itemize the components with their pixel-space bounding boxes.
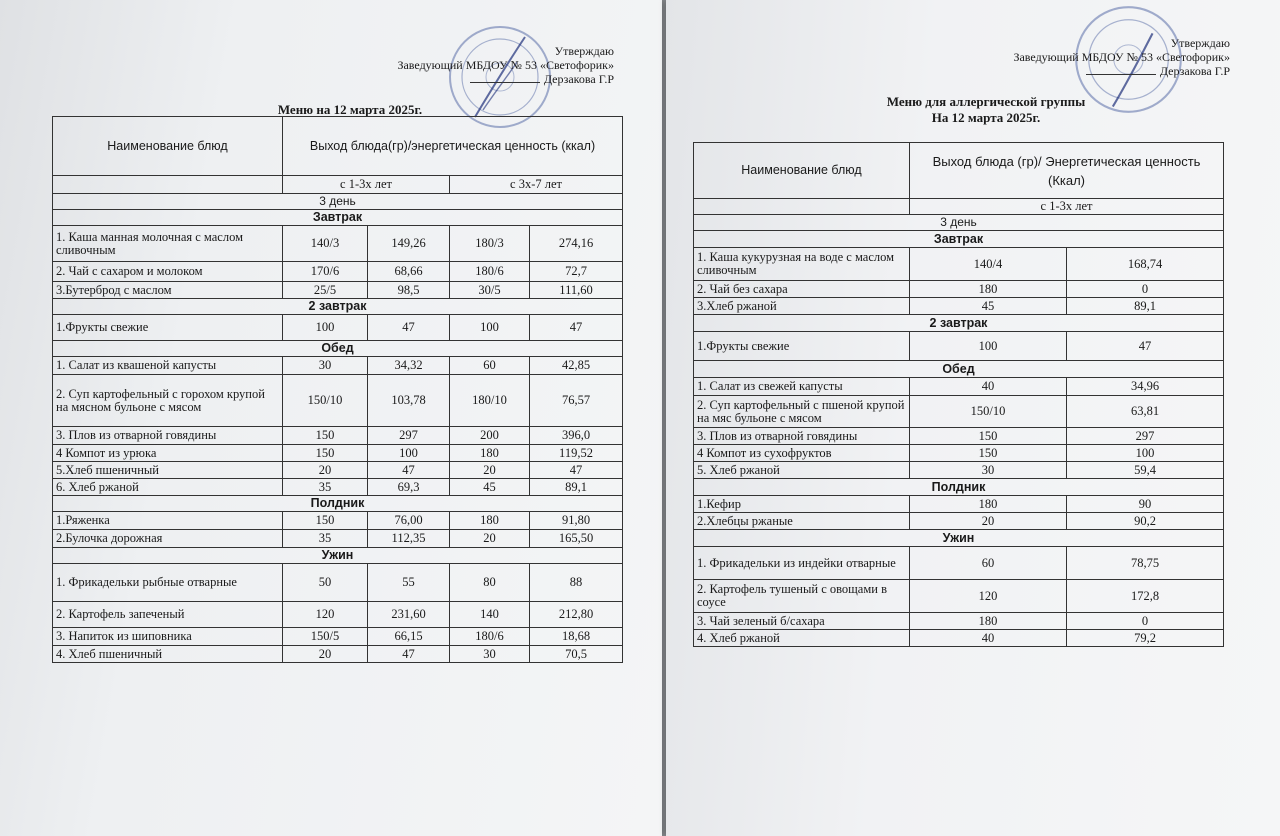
meal-section-row: [694, 315, 1224, 332]
energy-value: 34,96: [1067, 378, 1224, 396]
portion-value: 150: [283, 512, 368, 530]
portion-value: 180: [450, 512, 530, 530]
energy-value: 70,5: [530, 646, 623, 663]
energy-value: 90: [1067, 496, 1224, 513]
meal-section-title: 2 завтрак: [53, 299, 623, 315]
portion-value: 80: [450, 564, 530, 602]
energy-value: 98,5: [368, 282, 450, 299]
dish-row: [694, 298, 1224, 315]
menu-title-line-1: Меню для аллергической группы: [886, 94, 1086, 109]
dish-name: 2. Суп картофельный с пшеной крупой на мяс бульоне с мясом: [694, 396, 910, 428]
energy-value: 149,26: [368, 226, 450, 262]
meal-section-row: [53, 496, 623, 512]
dish-name: 3. Напиток из шиповника: [53, 628, 283, 646]
energy-value: 89,1: [530, 479, 623, 496]
portion-value: 170/6: [283, 262, 368, 282]
dish-name: 4. Хлеб ржаной: [694, 630, 910, 647]
dish-name: 3.Бутерброд с маслом: [53, 282, 283, 299]
age-group-row: [53, 176, 623, 194]
meal-section-row: [53, 299, 623, 315]
portion-value: 150: [910, 428, 1067, 445]
dish-name: 5. Хлеб ржаной: [694, 462, 910, 479]
menu-table: [52, 116, 623, 663]
dish-row: [53, 315, 623, 341]
approval-line-2: Заведующий МБДОУ № 53 «Светофорик»: [397, 58, 614, 72]
portion-value: 50: [283, 564, 368, 602]
dish-name: 2. Суп картофельный с горохом крупой на мясном бульоне с мясом: [53, 375, 283, 427]
meal-section-title: Полдник: [53, 496, 623, 512]
meal-section-title: 2 завтрак: [694, 315, 1224, 332]
meal-section-title: Обед: [694, 361, 1224, 378]
dish-name: 2.Булочка дорожная: [53, 530, 283, 548]
energy-value: 231,60: [368, 602, 450, 628]
dish-name: 6. Хлеб ржаной: [53, 479, 283, 496]
energy-value: 79,2: [1067, 630, 1224, 647]
portion-value: 150/10: [283, 375, 368, 427]
portion-value: 30/5: [450, 282, 530, 299]
dish-name: 1. Каша кукурузная на воде с маслом сливочным: [694, 248, 910, 281]
dish-name: 4. Хлеб пшеничный: [53, 646, 283, 663]
portion-value: 180/6: [450, 628, 530, 646]
meal-section-title: Обед: [53, 341, 623, 357]
dish-name: 3. Чай зеленый б/сахара: [694, 613, 910, 630]
age-group-row: [694, 199, 1224, 215]
dish-row: [694, 547, 1224, 580]
energy-value: 111,60: [530, 282, 623, 299]
portion-value: 180: [910, 613, 1067, 630]
portion-value: 45: [910, 298, 1067, 315]
column-header-name: Наименование блюд: [694, 143, 910, 199]
dish-row: [694, 428, 1224, 445]
table-header-row: [694, 143, 1224, 199]
energy-value: 172,8: [1067, 580, 1224, 613]
dish-row: [694, 332, 1224, 361]
meal-section-row: [53, 548, 623, 564]
energy-value: 168,74: [1067, 248, 1224, 281]
portion-value: 35: [283, 530, 368, 548]
dish-row: [694, 613, 1224, 630]
energy-value: 165,50: [530, 530, 623, 548]
dish-row: [53, 226, 623, 262]
portion-value: 30: [283, 357, 368, 375]
energy-value: 396,0: [530, 427, 623, 445]
portion-value: 180/10: [450, 375, 530, 427]
approval-block: [1013, 36, 1230, 78]
energy-value: 88: [530, 564, 623, 602]
dish-name: 2. Чай с сахаром и молоком: [53, 262, 283, 282]
dish-name: 2. Картофель тушеный с овощами в соусе: [694, 580, 910, 613]
portion-value: 140/4: [910, 248, 1067, 281]
dish-row: [53, 530, 623, 548]
portion-value: 30: [910, 462, 1067, 479]
energy-value: 42,85: [530, 357, 623, 375]
meal-section-title: Завтрак: [694, 231, 1224, 248]
day-label: 3 день: [694, 215, 1224, 231]
portion-value: 20: [283, 462, 368, 479]
energy-value: 18,68: [530, 628, 623, 646]
energy-value: 297: [368, 427, 450, 445]
age-group-1: с 1-3х лет: [910, 199, 1224, 215]
energy-value: 91,80: [530, 512, 623, 530]
dish-row: [694, 580, 1224, 613]
energy-value: 59,4: [1067, 462, 1224, 479]
table-header-row: [53, 117, 623, 176]
dish-name: 1.Фрукты свежие: [53, 315, 283, 341]
energy-value: 47: [368, 646, 450, 663]
portion-value: 120: [283, 602, 368, 628]
portion-value: 150/10: [910, 396, 1067, 428]
column-header-name: Наименование блюд: [53, 117, 283, 176]
portion-value: 45: [450, 479, 530, 496]
dish-name: 2.Хлебцы ржаные: [694, 513, 910, 530]
portion-value: 140/3: [283, 226, 368, 262]
dish-row: [53, 602, 623, 628]
portion-value: 150: [283, 427, 368, 445]
column-header-yield: Выход блюда (гр)/ Энергетическая ценность (Ккал): [910, 143, 1224, 199]
energy-value: 0: [1067, 281, 1224, 298]
energy-value: 112,35: [368, 530, 450, 548]
energy-value: 100: [1067, 445, 1224, 462]
portion-value: 100: [450, 315, 530, 341]
dish-name: 2. Чай без сахара: [694, 281, 910, 298]
dish-name: 1. Фрикадельки рыбные отварные: [53, 564, 283, 602]
portion-value: 150/5: [283, 628, 368, 646]
dish-row: [53, 357, 623, 375]
portion-value: 40: [910, 630, 1067, 647]
portion-value: 150: [910, 445, 1067, 462]
meal-section-row: [694, 231, 1224, 248]
portion-value: 180: [910, 281, 1067, 298]
dish-row: [694, 462, 1224, 479]
meal-section-row: [53, 341, 623, 357]
portion-value: 20: [283, 646, 368, 663]
dish-row: [53, 282, 623, 299]
dish-name: 1.Кефир: [694, 496, 910, 513]
approval-block: [397, 44, 614, 86]
dish-name: 3.Хлеб ржаной: [694, 298, 910, 315]
approval-line-3: Дерзакова Г.Р: [543, 72, 614, 86]
portion-value: 180/6: [450, 262, 530, 282]
energy-value: 47: [1067, 332, 1224, 361]
portion-value: 120: [910, 580, 1067, 613]
energy-value: 103,78: [368, 375, 450, 427]
portion-value: 100: [283, 315, 368, 341]
energy-value: 47: [530, 462, 623, 479]
meal-section-row: [694, 479, 1224, 496]
portion-value: 180: [450, 445, 530, 462]
menu-table: [693, 142, 1224, 647]
dish-row: [694, 378, 1224, 396]
day-row: [694, 215, 1224, 231]
dish-row: [53, 445, 623, 462]
dish-row: [53, 628, 623, 646]
portion-value: 30: [450, 646, 530, 663]
portion-value: 40: [910, 378, 1067, 396]
energy-value: 72,7: [530, 262, 623, 282]
dish-name: 1. Каша манная молочная с маслом сливочным: [53, 226, 283, 262]
dish-row: [53, 512, 623, 530]
dish-row: [53, 646, 623, 663]
energy-value: 78,75: [1067, 547, 1224, 580]
dish-row: [694, 513, 1224, 530]
energy-value: 66,15: [368, 628, 450, 646]
menu-sheet-allergy: [666, 0, 1280, 836]
dish-row: [694, 445, 1224, 462]
approval-line-1: Утверждаю: [554, 44, 614, 58]
meal-section-title: Ужин: [694, 530, 1224, 547]
dish-name: 3. Плов из отварной говядины: [694, 428, 910, 445]
dish-row: [694, 281, 1224, 298]
approval-line-2: Заведующий МБДОУ № 53 «Светофорик»: [1013, 50, 1230, 64]
portion-value: 20: [910, 513, 1067, 530]
portion-value: 35: [283, 479, 368, 496]
menu-title: [846, 94, 1126, 126]
portion-value: 180/3: [450, 226, 530, 262]
dish-name: 1.Фрукты свежие: [694, 332, 910, 361]
menu-title: Меню на 12 марта 2025г.: [277, 102, 423, 117]
energy-value: 100: [368, 445, 450, 462]
energy-value: 76,00: [368, 512, 450, 530]
portion-value: 200: [450, 427, 530, 445]
dish-name: 1. Фрикадельки из индейки отварные: [694, 547, 910, 580]
dish-name: 1. Салат из квашеной капусты: [53, 357, 283, 375]
dish-name: 5.Хлеб пшеничный: [53, 462, 283, 479]
energy-value: 47: [368, 315, 450, 341]
portion-value: 100: [910, 332, 1067, 361]
dish-row: [694, 496, 1224, 513]
dish-row: [53, 564, 623, 602]
dish-row: [694, 396, 1224, 428]
column-header-yield: Выход блюда(гр)/энергетическая ценность (ккал): [283, 117, 623, 176]
energy-value: 297: [1067, 428, 1224, 445]
dish-row: [694, 248, 1224, 281]
energy-value: 68,66: [368, 262, 450, 282]
age-group-2: с 3х-7 лет: [450, 176, 623, 194]
portion-value: 150: [283, 445, 368, 462]
dish-name: 4 Компот из сухофруктов: [694, 445, 910, 462]
energy-value: 0: [1067, 613, 1224, 630]
menu-title-line-2: На 12 марта 2025г.: [931, 110, 1041, 125]
dish-row: [53, 427, 623, 445]
portion-value: 60: [450, 357, 530, 375]
dish-name: 1.Ряженка: [53, 512, 283, 530]
dish-row: [53, 462, 623, 479]
meal-section-title: Полдник: [694, 479, 1224, 496]
energy-value: 89,1: [1067, 298, 1224, 315]
portion-value: 140: [450, 602, 530, 628]
energy-value: 47: [368, 462, 450, 479]
dish-row: [53, 262, 623, 282]
portion-value: 20: [450, 462, 530, 479]
portion-value: 20: [450, 530, 530, 548]
energy-value: 212,80: [530, 602, 623, 628]
meal-section-row: [694, 530, 1224, 547]
energy-value: 274,16: [530, 226, 623, 262]
dish-name: 4 Компот из урюка: [53, 445, 283, 462]
age-group-1: с 1-3х лет: [283, 176, 450, 194]
dish-row: [53, 375, 623, 427]
portion-value: 60: [910, 547, 1067, 580]
energy-value: 55: [368, 564, 450, 602]
dish-row: [53, 479, 623, 496]
approval-line-1: Утверждаю: [1170, 36, 1230, 50]
dish-row: [694, 630, 1224, 647]
energy-value: 76,57: [530, 375, 623, 427]
meal-section-row: [694, 361, 1224, 378]
energy-value: 90,2: [1067, 513, 1224, 530]
signature-line: [470, 82, 540, 83]
energy-value: 34,32: [368, 357, 450, 375]
dish-name: 1. Салат из свежей капусты: [694, 378, 910, 396]
energy-value: 69,3: [368, 479, 450, 496]
signature-line: [1086, 74, 1156, 75]
energy-value: 47: [530, 315, 623, 341]
day-row: [53, 194, 623, 210]
day-label: 3 день: [53, 194, 623, 210]
portion-value: 25/5: [283, 282, 368, 299]
approval-line-3: Дерзакова Г.Р: [1159, 64, 1230, 78]
dish-name: 3. Плов из отварной говядины: [53, 427, 283, 445]
meal-section-title: Завтрак: [53, 210, 623, 226]
energy-value: 119,52: [530, 445, 623, 462]
energy-value: 63,81: [1067, 396, 1224, 428]
meal-section-title: Ужин: [53, 548, 623, 564]
portion-value: 180: [910, 496, 1067, 513]
meal-section-row: [53, 210, 623, 226]
dish-name: 2. Картофель запеченый: [53, 602, 283, 628]
